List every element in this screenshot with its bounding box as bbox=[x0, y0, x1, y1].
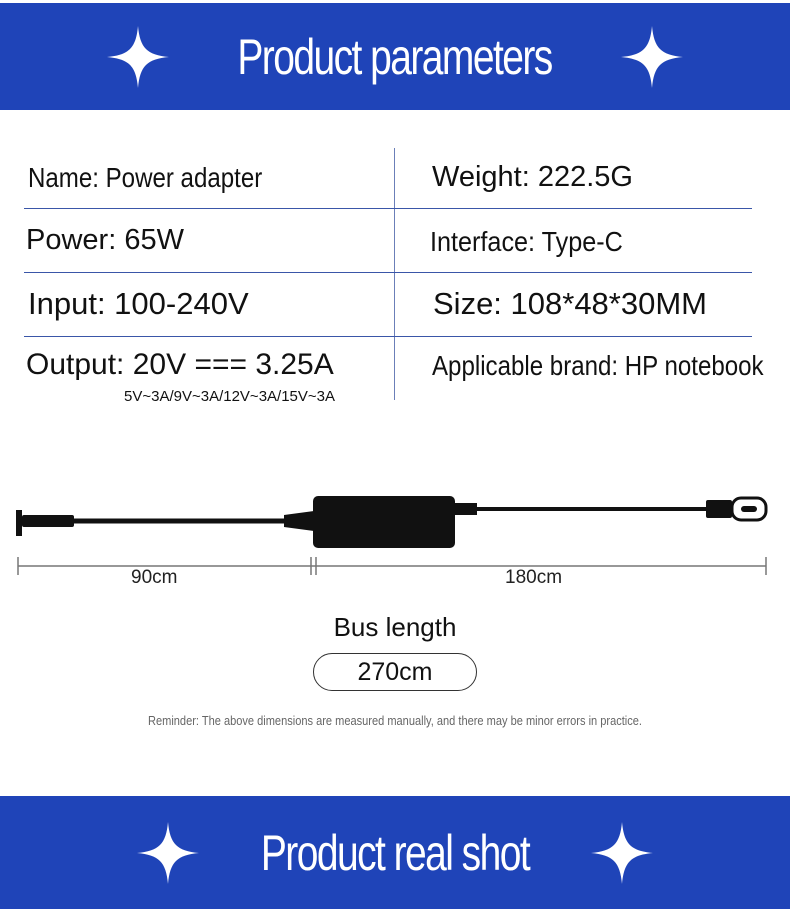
table-divider bbox=[24, 336, 752, 337]
spec-output: Output: 20V === 3.25A bbox=[26, 348, 334, 381]
four-point-star-icon bbox=[621, 26, 683, 88]
table-divider bbox=[24, 208, 752, 209]
spec-weight: Weight: 222.5G bbox=[432, 161, 633, 193]
spec-interface: Interface: Type-C bbox=[430, 226, 623, 257]
dc-cord-length: 180cm bbox=[505, 567, 563, 588]
bus-length-badge bbox=[313, 653, 477, 691]
spec-name: Name: Power adapter bbox=[28, 162, 263, 193]
four-point-star-icon bbox=[137, 822, 199, 884]
spec-output-modes: 5V~3A/9V~3A/12V~3A/15V~3A bbox=[124, 388, 336, 405]
spec-size: Size: 108*48*30MM bbox=[433, 286, 707, 321]
table-divider bbox=[24, 272, 752, 273]
ac-cord-length: 90cm bbox=[131, 567, 178, 588]
page-title: Product parameters bbox=[237, 28, 553, 85]
footer-banner bbox=[0, 796, 790, 909]
cable-diagram bbox=[0, 480, 790, 600]
power-brick-icon bbox=[313, 496, 455, 548]
reminder-note: Reminder: The above dimensions are measured manually, and there may be minor errors in practice. bbox=[147, 713, 643, 728]
header-banner bbox=[0, 3, 790, 110]
four-point-star-icon bbox=[107, 26, 169, 88]
bus-length-label: Bus length bbox=[333, 612, 457, 642]
ac-plug-icon bbox=[16, 510, 74, 536]
spec-input: Input: 100-240V bbox=[28, 286, 249, 321]
four-point-star-icon bbox=[591, 822, 653, 884]
spec-brand: Applicable brand: HP notebook bbox=[432, 350, 764, 381]
type-c-plug-icon bbox=[706, 498, 766, 520]
table-divider bbox=[394, 148, 395, 400]
spec-table bbox=[24, 148, 764, 405]
spec-power: Power: 65W bbox=[26, 224, 184, 256]
bus-length-value: 270cm bbox=[357, 657, 433, 686]
section-title: Product real shot bbox=[260, 824, 530, 881]
